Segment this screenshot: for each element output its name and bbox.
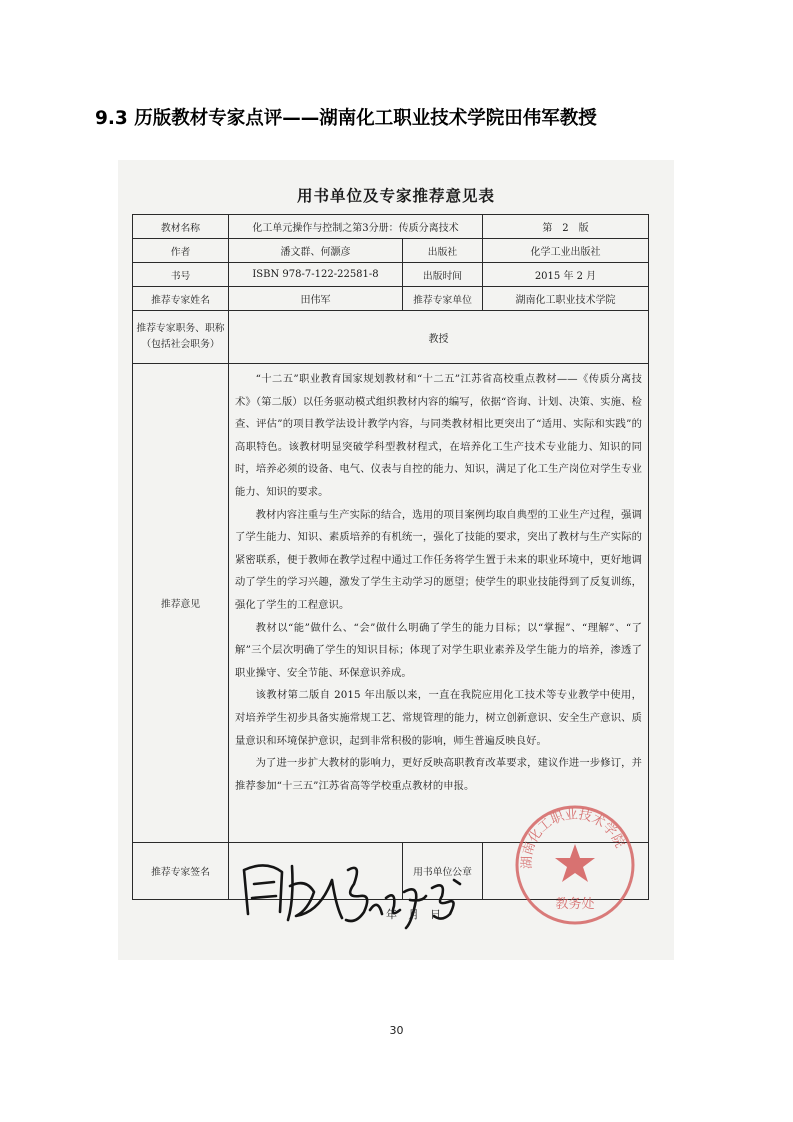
label-opinion: 推荐意见 bbox=[133, 364, 229, 843]
label-publish-date: 出版时间 bbox=[403, 263, 483, 287]
value-publisher: 化学工业出版社 bbox=[483, 239, 649, 263]
scanned-form bbox=[118, 160, 674, 960]
label-isbn: 书号 bbox=[133, 263, 229, 287]
opinion-paragraph: 该教材第二版自 2015 年出版以来，一直在我院应用化工技术等专业教学中使用，对培养学生初步具备实施常规工艺、常规管理的能力，树立创新意识、安全生产意识、质量意识和环境保护意识，起到非常积极的影响，师生普遍反映良好。 bbox=[235, 689, 642, 747]
page-number: 30 bbox=[389, 1024, 404, 1037]
row-expert-name bbox=[133, 287, 649, 311]
row-expert-title bbox=[133, 311, 649, 364]
value-isbn: ISBN 978-7-122-22581-8 bbox=[229, 263, 403, 287]
svg-text:教务处: 教务处 bbox=[555, 897, 595, 912]
label-textbook-name: 教材名称 bbox=[133, 215, 229, 239]
official-seal bbox=[510, 800, 640, 930]
opinion-paragraph: 教材以“能”做什么、“会”做什么明确了学生的能力目标；以“掌握”、“理解”、“了解”三个层次明确了学生的知识目标；体现了对学生职业素养及学生能力的培养，渗透了职业操守、安全节能、环保意识养成。 bbox=[235, 621, 642, 679]
label-expert-unit: 推荐专家单位 bbox=[403, 287, 483, 311]
value-author: 潘文群、何灏彦 bbox=[229, 239, 403, 263]
value-textbook-name: 化工单元操作与控制之第3分册：传质分离技术 bbox=[229, 215, 483, 239]
value-publish-date: 2015 年 2 月 bbox=[483, 263, 649, 287]
opinion-paragraph: “十二五”职业教育国家规划教材和“十二五”江苏省高校重点教材——《传质分离技术》（第二版）以任务驱动模式组织教材内容的编写，依据“咨询、计划、决策、实施、检查、评估”的项目教学法设计教学内容，与同类教材相比更突出了“适用、实际和实践”的高职特色。该教材明显突破学科型教材程式，在培养化工生产技术专业能力、知识的同时，培养必须的设备、电气、仪表与自控的能力、知识，满足了化工生产岗位对学生专业能力、知识的要求。 bbox=[235, 373, 642, 498]
section-heading: 9.3 历版教材专家点评——湖南化工职业技术学院田伟军教授 bbox=[95, 108, 597, 129]
label-author: 作者 bbox=[133, 239, 229, 263]
label-signature: 推荐专家签名 bbox=[133, 843, 229, 900]
value-expert-name: 田伟军 bbox=[229, 287, 403, 311]
value-expert-title: 教授 bbox=[229, 311, 649, 364]
value-edition: 第 2 版 bbox=[483, 215, 649, 239]
form-title: 用书单位及专家推荐意见表 bbox=[296, 186, 495, 205]
opinion-paragraph: 为了进一步扩大教材的影响力，更好反映高职教育改革要求，建议作进一步修订，并推荐参加“十三五”江苏省高等学校重点教材的申报。 bbox=[235, 757, 642, 792]
recommendation-table bbox=[132, 214, 649, 900]
opinion-paragraph: 教材内容注重与生产实际的结合，选用的项目案例均取自典型的工业生产过程，强调了学生能力、知识、素质培养的有机统一，强化了技能的要求，突出了教材与生产实际的紧密联系，便于教师在教学过程中通过工作任务将学生置于未来的职业环境中，更好地调动了学生的学习兴趣，激发了学生主动学习的愿望；使学生的职业技能得到了反复训练，强化了学生的工程意识。 bbox=[235, 508, 642, 611]
label-official-seal: 用书单位公章 bbox=[403, 843, 483, 900]
svg-text:湖南化工职业技术学院: 湖南化工职业技术学院 bbox=[519, 807, 628, 869]
row-author bbox=[133, 239, 649, 263]
row-textbook-name bbox=[133, 215, 649, 239]
signature-date-label: 年 月 日 bbox=[386, 908, 441, 921]
row-isbn bbox=[133, 263, 649, 287]
row-opinion bbox=[133, 364, 649, 843]
label-expert-name: 推荐专家姓名 bbox=[133, 287, 229, 311]
label-expert-title: 推荐专家职务、职称（包括社会职务） bbox=[133, 311, 229, 364]
handwritten-signature bbox=[236, 840, 466, 930]
value-expert-unit: 湖南化工职业技术学院 bbox=[483, 287, 649, 311]
label-publisher: 出版社 bbox=[403, 239, 483, 263]
opinion-text bbox=[229, 364, 649, 843]
